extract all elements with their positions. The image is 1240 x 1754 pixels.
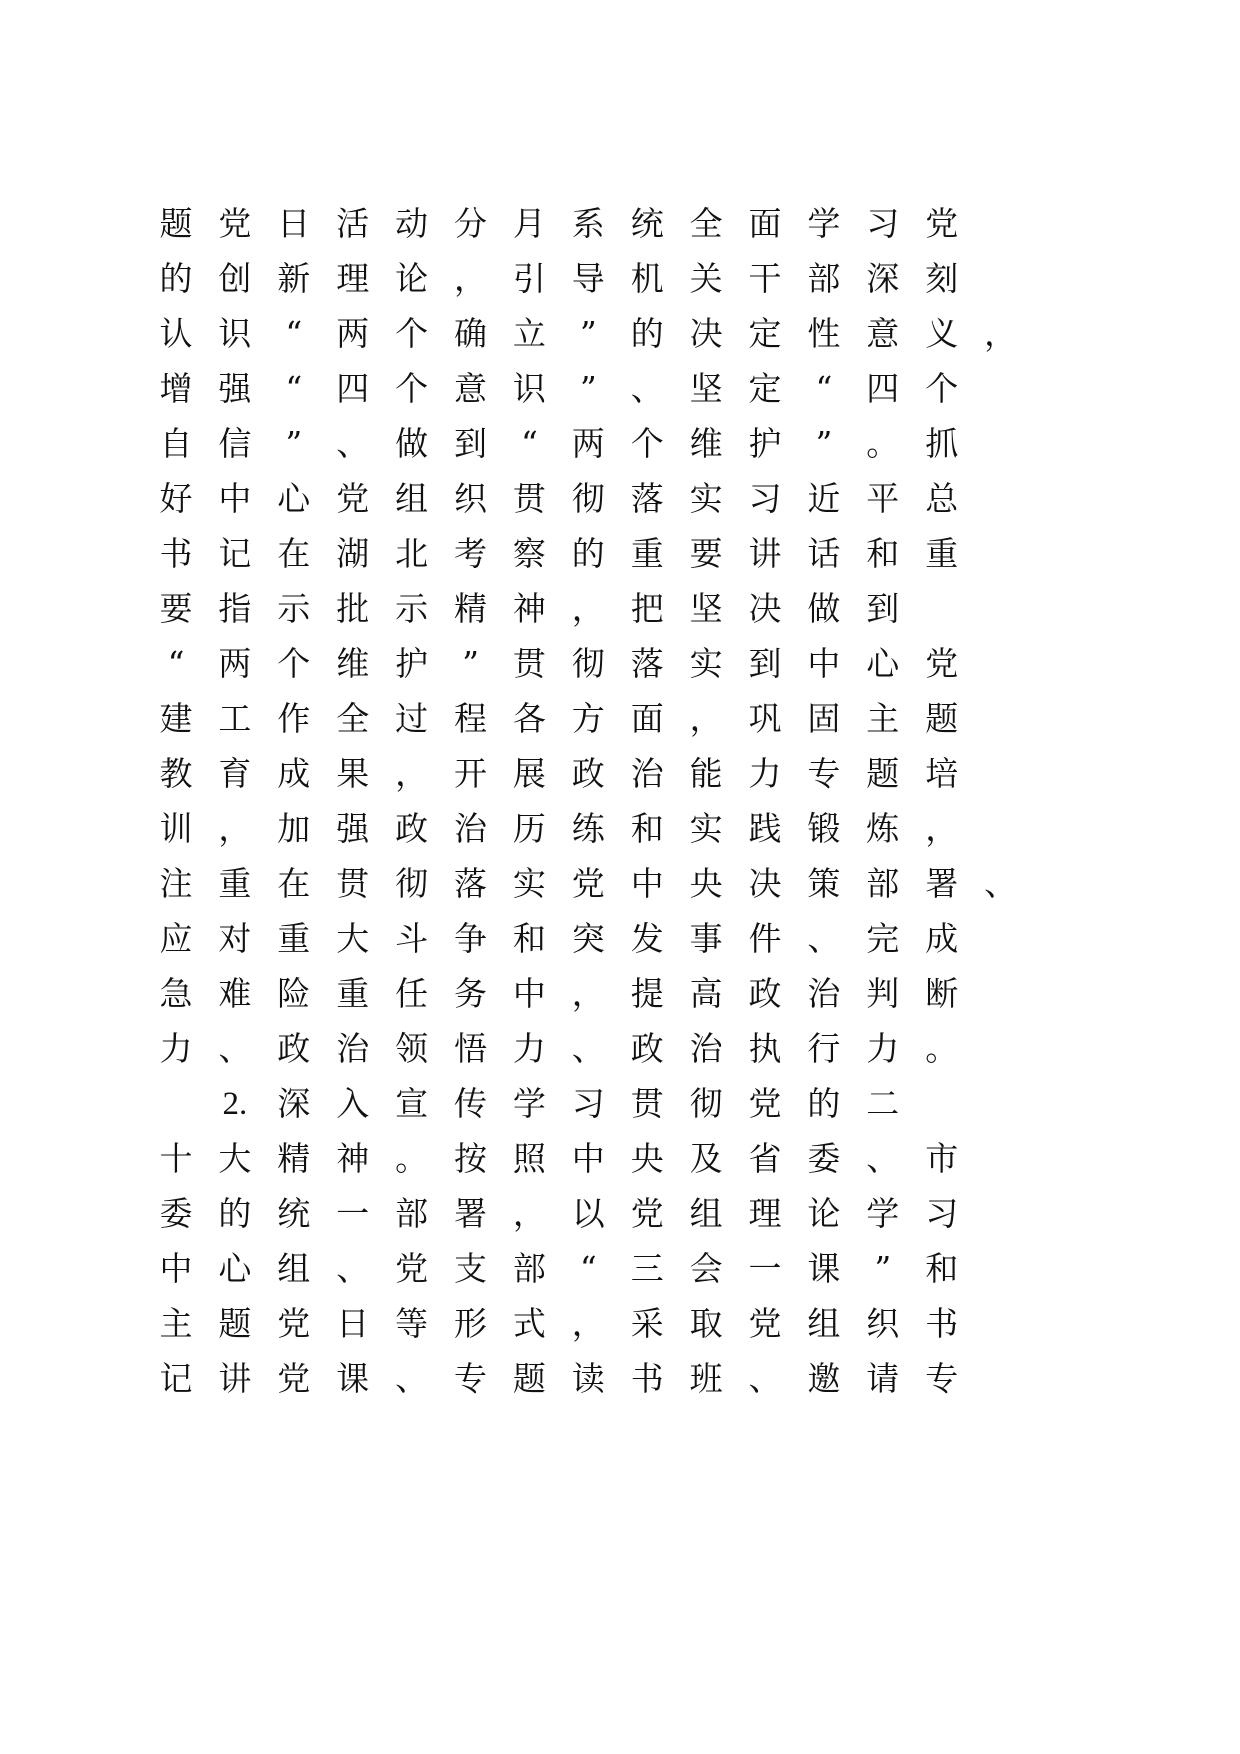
text-line: 注 重 在 贯 彻 落 实 党 中 央 决 策 部 署 、: [159, 864, 1018, 903]
text-line: 急 难 险 重 任 务 中 ， 提 高 政 治 判 断: [159, 974, 959, 1013]
text-line: 建 工 作 全 过 程 各 方 面 ， 巩 固 主 题: [159, 699, 959, 738]
text-line: 应 对 重 大 斗 争 和 突 发 事 件 、 完 成: [159, 919, 959, 958]
text-line: 主 题 党 日 等 形 式 ， 采 取 党 组 织 书: [159, 1304, 959, 1343]
text-line: 记 讲 党 课 、 专 题 读 书 班 、 邀 请 专: [159, 1359, 959, 1398]
text-line: 教 育 成 果 ， 开 展 政 治 能 力 专 题 培: [159, 754, 959, 793]
text-line: 委 的 统 一 部 署 ， 以 党 组 理 论 学 习: [159, 1194, 959, 1233]
text-line: 十 大 精 神 。 按 照 中 央 及 省 委 、 市: [159, 1139, 959, 1178]
text-line: 好 中 心 党 组 织 贯 彻 落 实 习 近 平 总: [159, 479, 959, 518]
text-line: 题 党 日 活 动 分 月 系 统 全 面 学 习 党: [159, 204, 959, 243]
section-heading-line: 2. 深 入 宣 传 学 习 贯 彻 党 的 二: [222, 1084, 900, 1123]
text-line: 力 、 政 治 领 悟 力 、 政 治 执 行 力 。: [159, 1029, 959, 1068]
text-line: 自 信 ” 、 做 到 “ 两 个 维 护 ” 。 抓: [159, 424, 959, 463]
text-line: 训 ， 加 强 政 治 历 练 和 实 践 锻 炼 ，: [159, 809, 959, 848]
text-line: 中 心 组 、 党 支 部 “ 三 会 一 课 ” 和: [159, 1249, 959, 1288]
text-line: 要 指 示 批 示 精 神 ， 把 坚 决 做 到: [159, 589, 900, 628]
text-line: 的 创 新 理 论 ， 引 导 机 关 干 部 深 刻: [159, 259, 959, 298]
text-line: 书 记 在 湖 北 考 察 的 重 要 讲 话 和 重: [159, 534, 959, 573]
text-line: 增 强 “ 四 个 意 识 ” 、 坚 定 “ 四 个: [159, 369, 959, 408]
text-line: 认 识 “ 两 个 确 立 ” 的 决 定 性 意 义 ，: [159, 314, 1018, 353]
text-line: “ 两 个 维 护 ” 贯 彻 落 实 到 中 心 党: [167, 644, 959, 683]
